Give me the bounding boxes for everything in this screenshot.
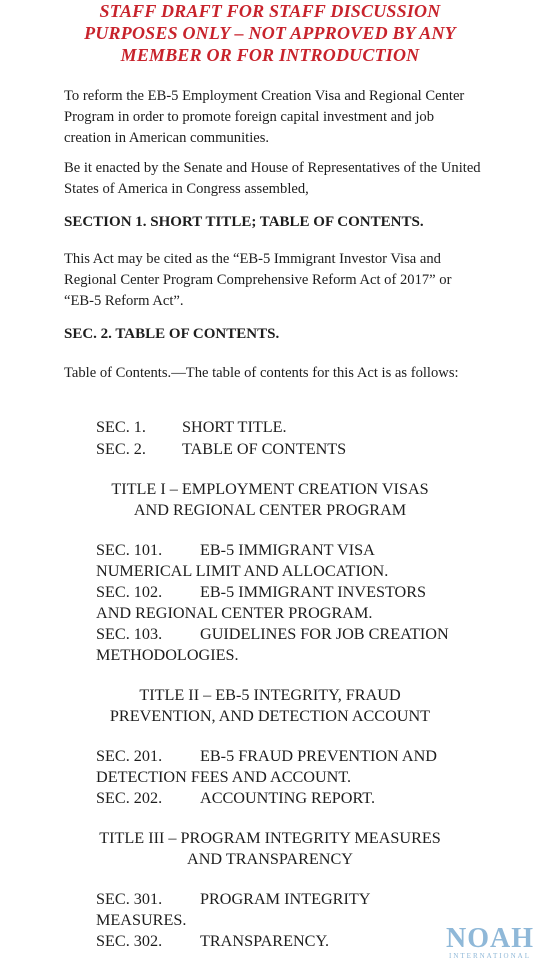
noah-watermark-logo (440, 923, 540, 960)
toc-entry-sec-301 (96, 889, 370, 931)
toc-entry-sec-302 (96, 931, 329, 952)
section-2-heading: SEC. 2. TABLE OF CONTENTS. (64, 326, 280, 342)
toc-title-ii (60, 685, 480, 727)
toc-sec-title: EB-5 IMMIGRANT VISA (200, 541, 375, 559)
toc-sec-number: SEC. 201. (96, 747, 163, 765)
enacting-clause: Be it enacted by the Senate and House of Representatives of the United States of America in Congress assembled, (64, 160, 481, 197)
title-line: AND REGIONAL CENTER PROGRAM (133, 501, 407, 519)
banner-line-1: STAFF DRAFT FOR STAFF DISCUSSION (99, 1, 441, 21)
toc-sec-title-cont: DETECTION FEES AND ACCOUNT. (96, 768, 352, 786)
title-line: TITLE II – EB-5 INTEGRITY, FRAUD (139, 686, 401, 704)
toc-sec-number: SEC. 2. (96, 440, 146, 458)
toc-entry-sec-102 (96, 582, 426, 624)
toc-entry-sec-103 (96, 624, 449, 666)
toc-sec-number: SEC. 1. (96, 418, 146, 436)
toc-title-iii (60, 828, 480, 870)
title-line: AND TRANSPARENCY (187, 850, 353, 868)
toc-sec-title-cont: AND REGIONAL CENTER PROGRAM. (96, 604, 373, 622)
toc-sec-title: EB-5 FRAUD PREVENTION AND (200, 747, 437, 765)
toc-sec-number: SEC. 302. (96, 932, 163, 950)
toc-entry-sec-2 (96, 439, 346, 460)
toc-sec-number: SEC. 102. (96, 583, 163, 601)
toc-sec-title-cont: MEASURES. (96, 911, 187, 929)
toc-sec-title: SHORT TITLE. (182, 418, 287, 436)
toc-sec-number: SEC. 301. (96, 890, 163, 908)
section-1-text: This Act may be cited as the “EB-5 Immigrant Investor Visa and Regional Center Program Comprehensive Reform Act of 2017” or “EB-5 Reform Act”. (64, 251, 452, 309)
banner-line-3: MEMBER OR FOR INTRODUCTION (120, 45, 420, 65)
toc-entry-sec-202 (96, 788, 375, 809)
toc-entry-sec-101 (96, 540, 388, 582)
section-1-heading: SECTION 1. SHORT TITLE; TABLE OF CONTENTS. (64, 214, 424, 230)
preamble-paragraph: To reform the EB-5 Employment Creation Visa and Regional Center Program in order to promote foreign capital investment and job creation in American communities. (64, 88, 465, 146)
toc-sec-number: SEC. 103. (96, 625, 163, 643)
watermark-sub-text: INTERNATIONAL (449, 952, 531, 960)
toc-sec-title-cont: METHODOLOGIES. (96, 646, 239, 664)
toc-sec-title-cont: NUMERICAL LIMIT AND ALLOCATION. (96, 562, 389, 580)
watermark-main-text: NOAH (446, 923, 534, 954)
toc-entry-sec-1 (96, 417, 287, 438)
title-line: PREVENTION, AND DETECTION ACCOUNT (109, 707, 431, 725)
toc-sec-title: EB-5 IMMIGRANT INVESTORS (200, 583, 427, 601)
title-line: TITLE III – PROGRAM INTEGRITY MEASURES (99, 829, 441, 847)
toc-title-i (60, 479, 480, 521)
section-2-text: Table of Contents.—The table of contents for this Act is as follows: (64, 365, 459, 381)
toc-sec-number: SEC. 202. (96, 789, 163, 807)
toc-sec-title: GUIDELINES FOR JOB CREATION (200, 625, 449, 643)
toc-sec-title: TABLE OF CONTENTS (182, 440, 347, 458)
toc-sec-number: SEC. 101. (96, 541, 163, 559)
banner-line-2: PURPOSES ONLY – NOT APPROVED BY ANY (84, 23, 456, 43)
title-line: TITLE I – EMPLOYMENT CREATION VISAS (111, 480, 429, 498)
toc-sec-title: TRANSPARENCY. (200, 932, 330, 950)
toc-entry-sec-201 (96, 746, 437, 788)
toc-sec-title: PROGRAM INTEGRITY (200, 890, 371, 908)
toc-sec-title: ACCOUNTING REPORT. (200, 789, 375, 807)
staff-draft-banner (0, 0, 540, 66)
